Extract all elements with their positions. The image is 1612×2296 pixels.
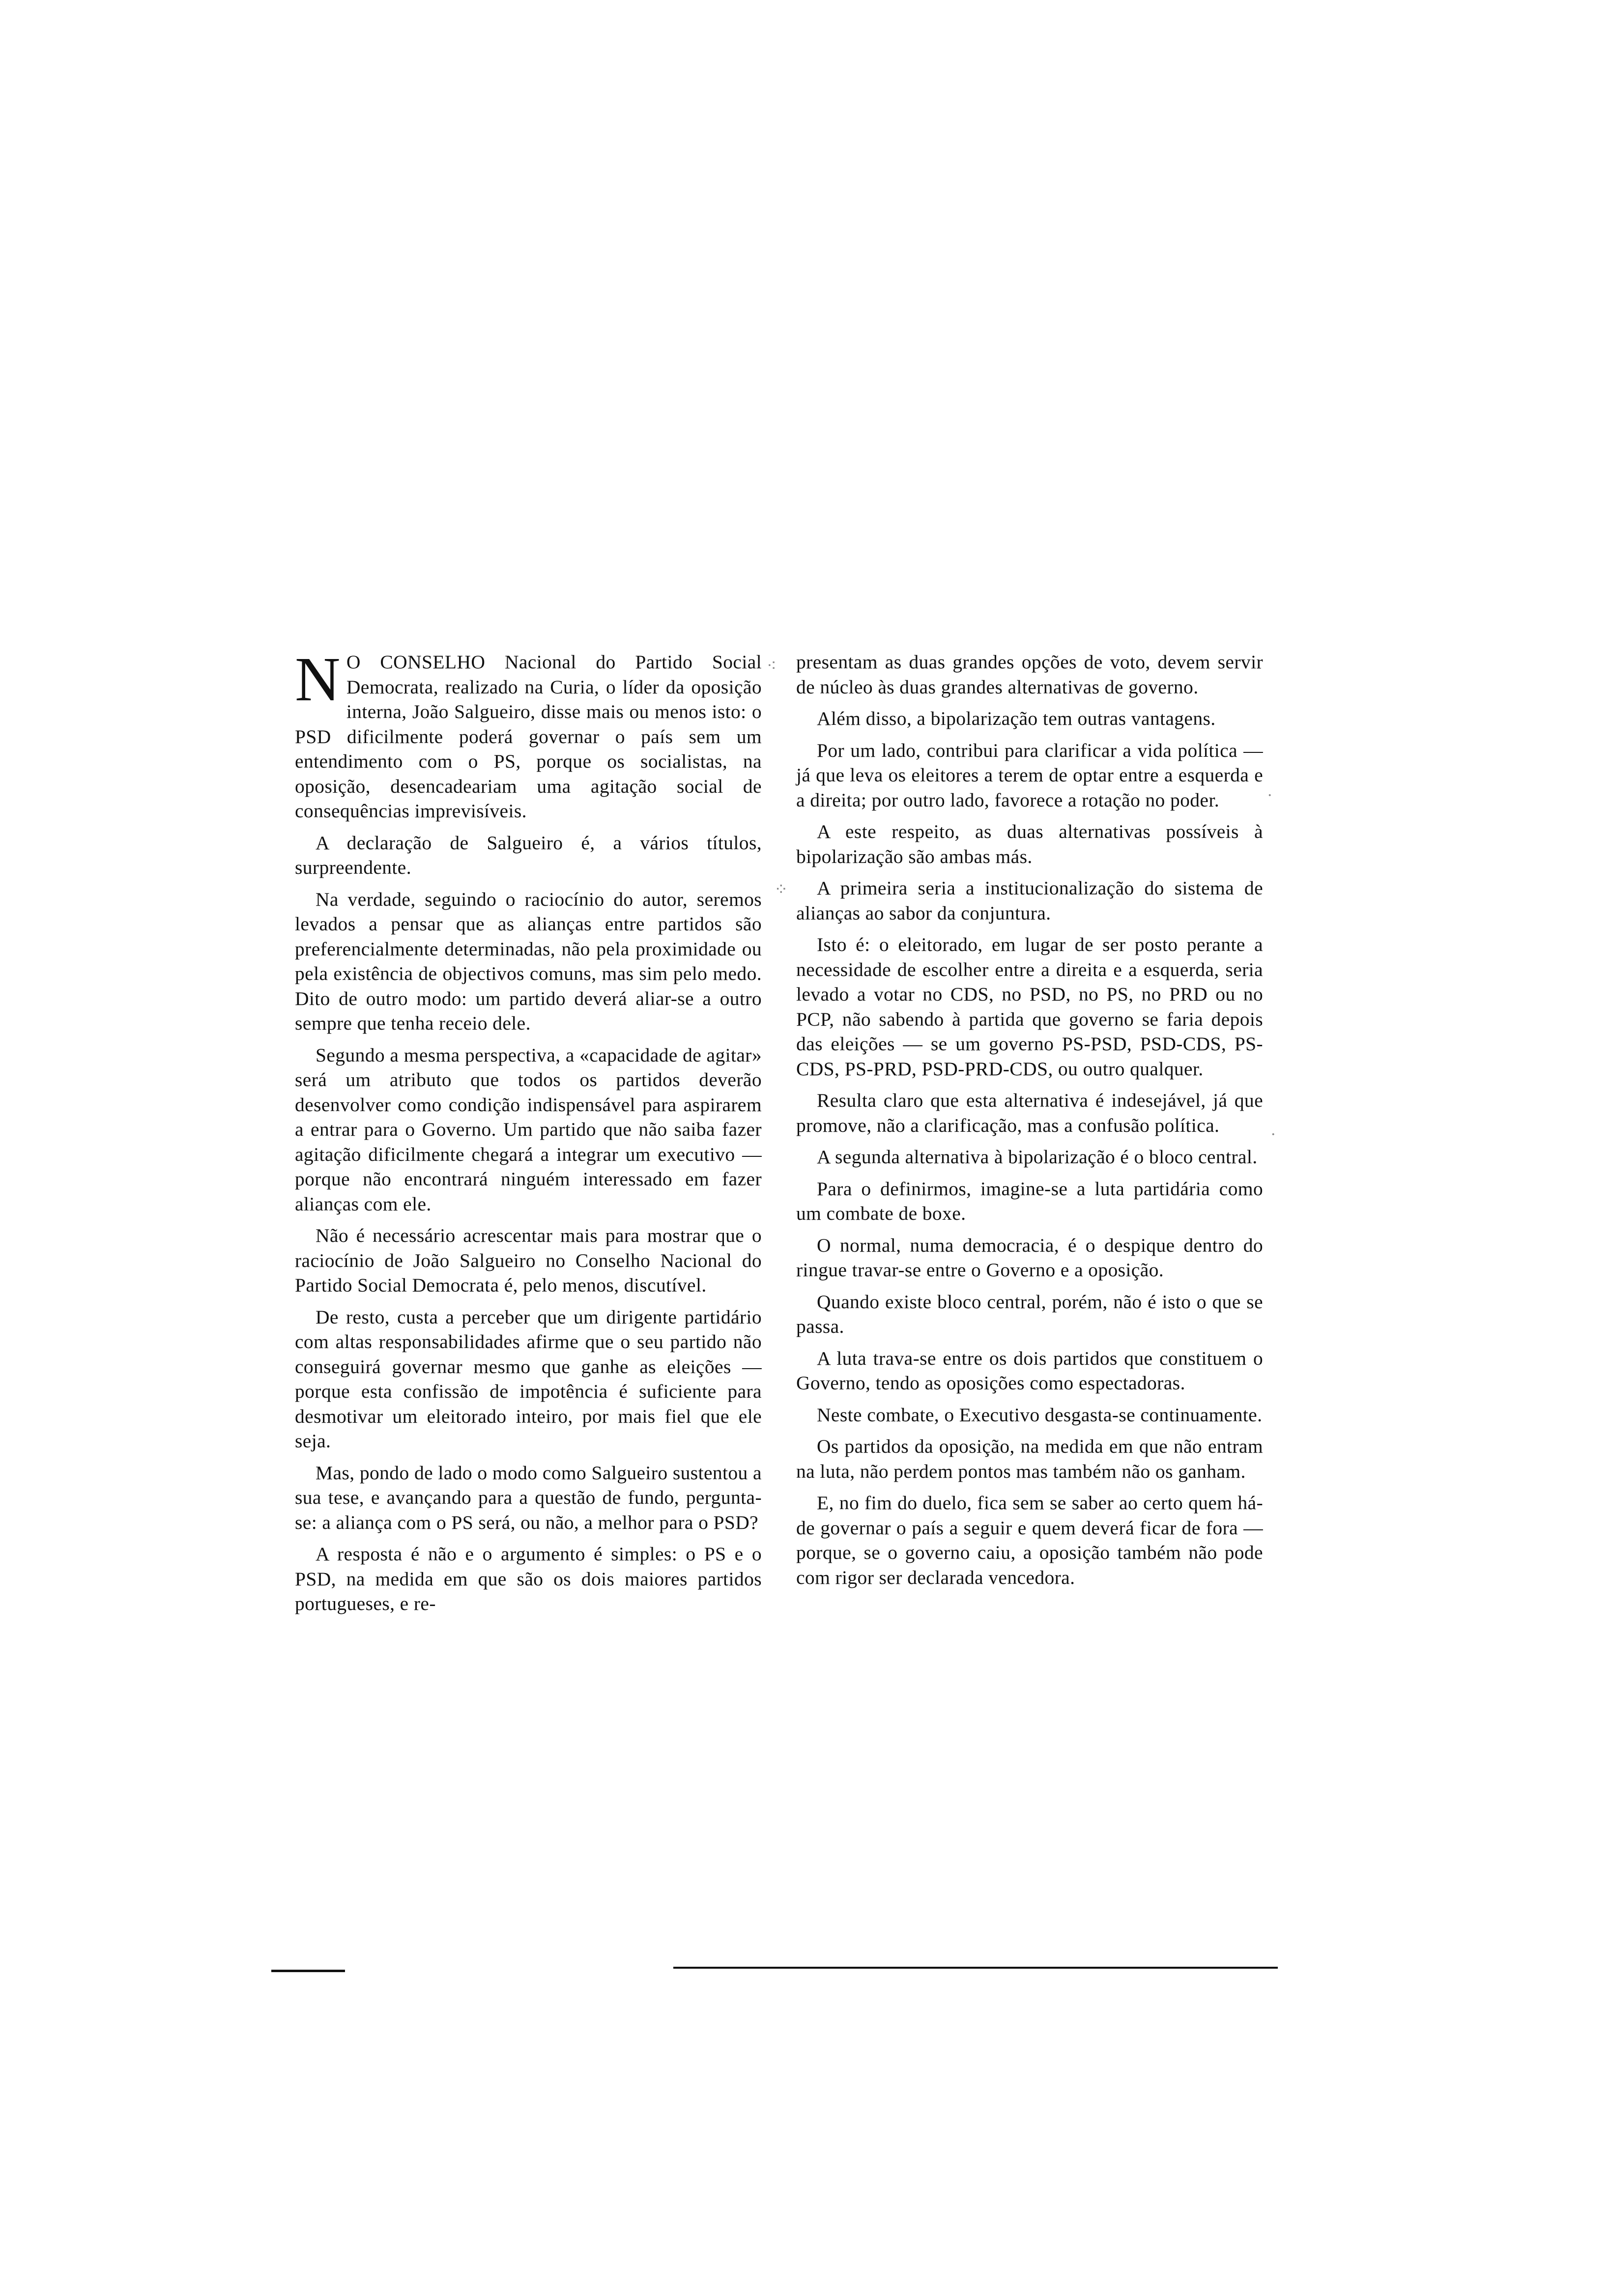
scan-noise: · (1270, 1125, 1276, 1144)
article-paragraph: Por um lado, contribui para clarificar a vida política — já que leva os eleitores a terem de optar entre a esquerda e a direita; por outro lado, favorece a rotação no poder. (796, 739, 1263, 811)
article-paragraph: Para o definirmos, imagine-se a luta partidária como um combate de boxe. (796, 1177, 1263, 1224)
article-paragraph: A primeira seria a institucionalização do sistema de alianças ao sabor da conjuntura. (796, 877, 1263, 924)
scan-noise: ⁘ (774, 881, 788, 899)
article-paragraph: Segundo a mesma perspectiva, a «capacidade de agitar» será um atributo que todos os partidos deverão desenvolver como condição indispensável para aspirarem a entrar para o Governo. Um partido que não saiba fazer agitação dificilmente chegará a integrar um executivo — porque não encontrará ninguém interessado em fazer alianças com ele. (295, 1044, 762, 1215)
article-paragraph: A declaração de Salgueiro é, a vários títulos, surpreendente. (295, 832, 762, 878)
article-paragraph: Não é necessário acrescentar mais para mostrar que o raciocínio de João Salgueiro no Conselho Nacional do Partido Social Democrata é, pelo menos, discutível. (295, 1225, 762, 1296)
article-paragraph: Neste combate, o Executivo desgasta-se continuamente. (817, 1404, 1263, 1426)
article-paragraph: De resto, custa a perceber que um dirigente partidário com altas responsabilidades afirme que o seu partido não conseguirá governar mesmo que ganhe as eleições — porque esta confissão de impotência é suficiente para desmotivar um eleitorado inteiro, por mais fiel que ele seja. (295, 1306, 762, 1452)
article-paragraph: N O CONSELHO Nacional do Partido Social Democrata, realizado na Curia, o líder da oposição interna, João Salgueiro, disse mais ou menos isto: o PSD dificilmente poderá governar o país sem um entendimento com o PS, porque os socialistas, na oposição, desencadeariam uma agitação social de consequências imprevisíveis. (295, 644, 762, 822)
article-paragraph: Resulta claro que esta alternativa é indesejável, já que promove, não a clarificação, mas a confusão política. (796, 1090, 1263, 1136)
article-paragraph: A segunda alternativa à bipolarização é o bloco central. (817, 1146, 1258, 1168)
scan-noise: ⁖ (767, 657, 777, 675)
article-paragraph: presentam as duas grandes opções de voto, devem servir de núcleo às duas grandes alternativas de governo. (796, 651, 1263, 698)
article-paragraph: Na verdade, seguindo o raciocínio do autor, seremos levados a pensar que as alianças entre partidos são preferencialmente determinadas, não pela proximidade ou pela existência de objectivos comuns, mas sim pelo medo. Dito de outro modo: um partido deverá aliar-se a outro sempre que tenha receio dele. (295, 888, 762, 1034)
article-paragraph: Mas, pondo de lado o modo como Salgueiro sustentou a sua tese, e avançando para a questão de fundo, pergunta-se: a aliança com o PS será, ou não, a melhor para o PSD? (295, 1462, 762, 1533)
bottom-rule-left (271, 1970, 345, 1972)
article-paragraph: A resposta é não e o argumento é simples: o PS e o PSD, na medida em que são os dois maiores partidos portugueses, e re- (295, 1543, 762, 1614)
scan-noise: · (1267, 786, 1273, 804)
article-paragraph: E, no fim do duelo, fica sem se saber ao certo quem há-de governar o país a seguir e quem deverá ficar de fora — porque, se o governo caiu, a oposição também não pode com rigor ser declarada vencedora. (796, 1492, 1263, 1588)
article-paragraph: A luta trava-se entre os dois partidos que constituem o Governo, tendo as oposições como espectadoras. (796, 1347, 1263, 1394)
article-paragraph: O normal, numa democracia, é o despique dentro do ringue travar-se entre o Governo e a oposição. (796, 1234, 1263, 1281)
article-right-column (796, 650, 1263, 1597)
article-paragraph: Isto é: o eleitorado, em lugar de ser posto perante a necessidade de escolher entre a direita e a esquerda, seria levado a votar no CDS, no PSD, no PS, no PRD ou no PCP, não sabendo à partida que governo se faria depois das eleições — se um governo PS-PSD, PSD-CDS, PS-CDS, PS-PRD, PSD-PRD-CDS, ou outro qualquer. (796, 934, 1263, 1080)
article-paragraph: Os partidos da oposição, na medida em que não entram na luta, não perdem pontos mas também não os ganham. (796, 1435, 1263, 1482)
article-left-column (295, 644, 762, 1623)
drop-cap: N (295, 644, 341, 714)
article-paragraph: Quando existe bloco central, porém, não é isto o que se passa. (796, 1291, 1263, 1337)
article-paragraph: A este respeito, as duas alternativas possíveis à bipolarização são ambas más. (796, 821, 1263, 867)
article-paragraph: Além disso, a bipolarização tem outras vantagens. (817, 708, 1216, 729)
bottom-rule-right (673, 1967, 1278, 1969)
